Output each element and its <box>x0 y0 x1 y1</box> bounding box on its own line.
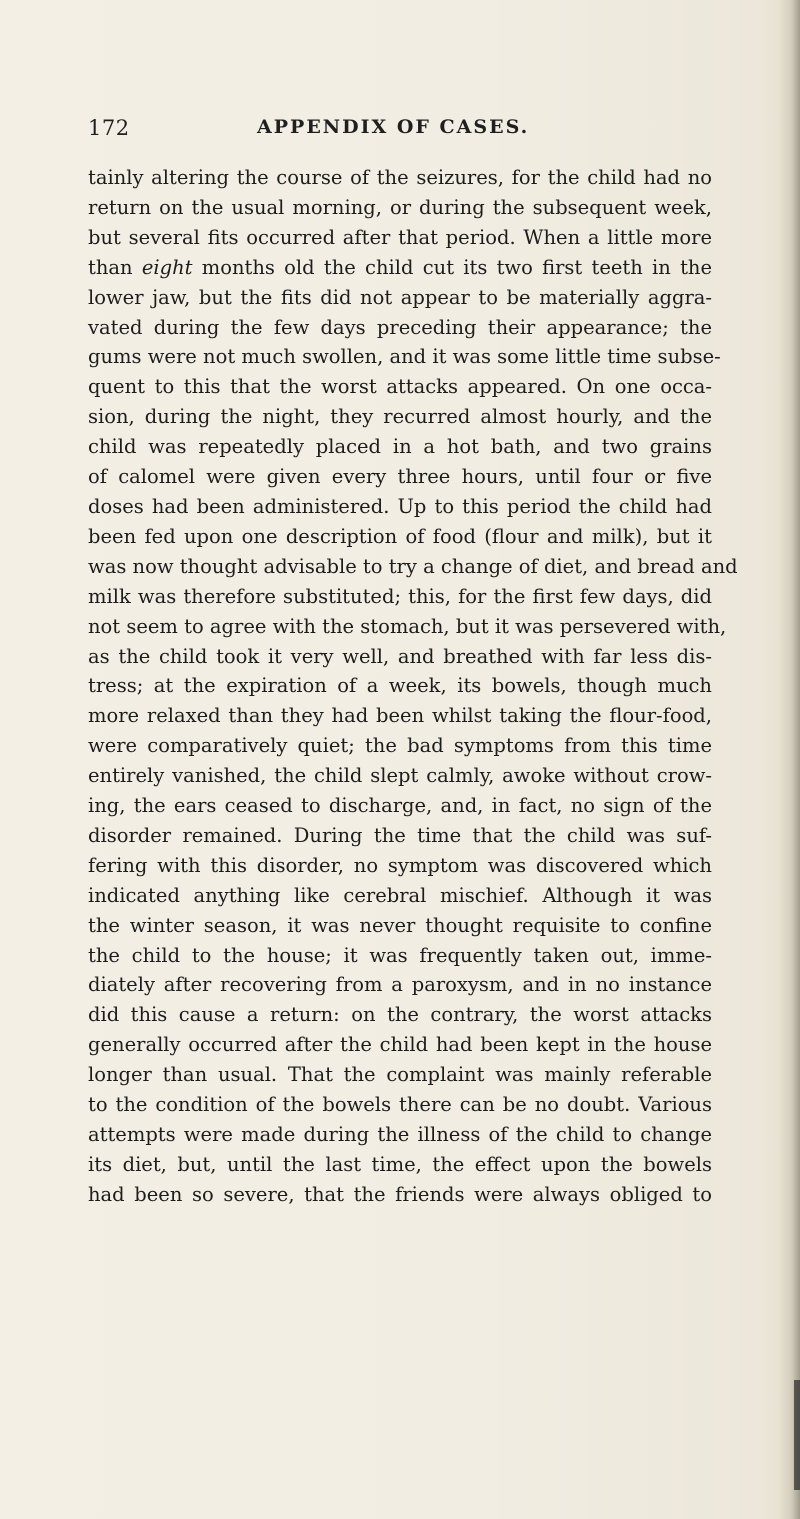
text-line: did this cause a return: on the contrary, the worst attacks <box>88 1003 712 1027</box>
text-fragment: months old the child cut its two first teeth in the <box>201 255 713 279</box>
text-line: the child to the house; it was frequently taken out, imme- <box>88 943 712 967</box>
text-line: vated during the few days preceding their appearance; the <box>88 315 712 339</box>
text-line: diately after recovering from a paroxysm, and in no instance <box>88 973 712 997</box>
text-line: been fed upon one description of food (flour and milk), but it <box>88 524 712 548</box>
text-line: ing, the ears ceased to discharge, and, in fact, no sign of the <box>88 794 712 818</box>
text-line: generally occurred after the child had been kept in the house <box>88 1033 712 1057</box>
running-head: APPENDIX OF CASES. <box>257 116 530 138</box>
text-fragment: than <box>88 255 133 279</box>
text-line: but several fits occurred after that period. When a little more <box>88 225 712 249</box>
text-line: of calomel were given every three hours, until four or five <box>88 465 712 489</box>
text-line: to the condition of the bowels there can be no doubt. Various <box>88 1093 712 1117</box>
text-line: its diet, but, until the last time, the effect upon the bowels <box>88 1152 712 1176</box>
text-line: tainly altering the course of the seizures, for the child had no <box>88 166 712 189</box>
text-line: sion, during the night, they recurred almost hourly, and the <box>88 405 712 429</box>
text-line: gums were not much swollen, and it was some little time subse- <box>88 345 721 369</box>
text-line: lower jaw, but the fits did not appear to be materially aggra- <box>88 285 712 309</box>
text-line: the winter season, it was never thought requisite to confine <box>88 913 712 937</box>
text-line: was now thought advisable to try a change of diet, and bread and <box>88 554 738 578</box>
page-edge-shadow <box>778 0 800 1519</box>
text-line: quent to this that the worst attacks appeared. On one occa- <box>88 375 712 399</box>
page-edge-mark <box>794 1380 800 1490</box>
page-header <box>88 116 708 142</box>
body-text <box>88 163 738 1210</box>
text-line: return on the usual morning, or during the subsequent week, <box>88 195 712 219</box>
text-line: longer than usual. That the complaint was mainly referable <box>88 1063 712 1087</box>
text-line: child was repeatedly placed in a hot bath, and two grains <box>88 435 712 459</box>
text-line-with-emphasis <box>88 253 712 283</box>
text-line: milk was therefore substituted; this, for the first few days, did <box>88 584 712 608</box>
text-line: as the child took it very well, and breathed with far less dis- <box>88 644 712 668</box>
emphasis-word: eight <box>141 255 193 279</box>
text-line: fering with this disorder, no symptom was discovered which <box>88 853 712 877</box>
text-line: not seem to agree with the stomach, but it was persevered with, <box>88 614 727 638</box>
text-line: doses had been administered. Up to this period the child had <box>88 494 712 518</box>
text-line: attempts were made during the illness of the child to change <box>88 1123 712 1146</box>
text-line: indicated anything like cerebral mischief. Although it was <box>88 883 712 907</box>
text-line: were comparatively quiet; the bad symptoms from this time <box>88 734 712 758</box>
text-line: disorder remained. During the time that the child was suf- <box>88 823 712 847</box>
text-line: more relaxed than they had been whilst taking the flour-food, <box>88 704 712 728</box>
text-line: had been so severe, that the friends were always obliged to <box>88 1182 712 1206</box>
text-line: tress; at the expiration of a week, its bowels, though much <box>88 674 712 698</box>
page-number: 172 <box>88 116 130 140</box>
text-line: entirely vanished, the child slept calmly, awoke without crow- <box>88 764 712 788</box>
